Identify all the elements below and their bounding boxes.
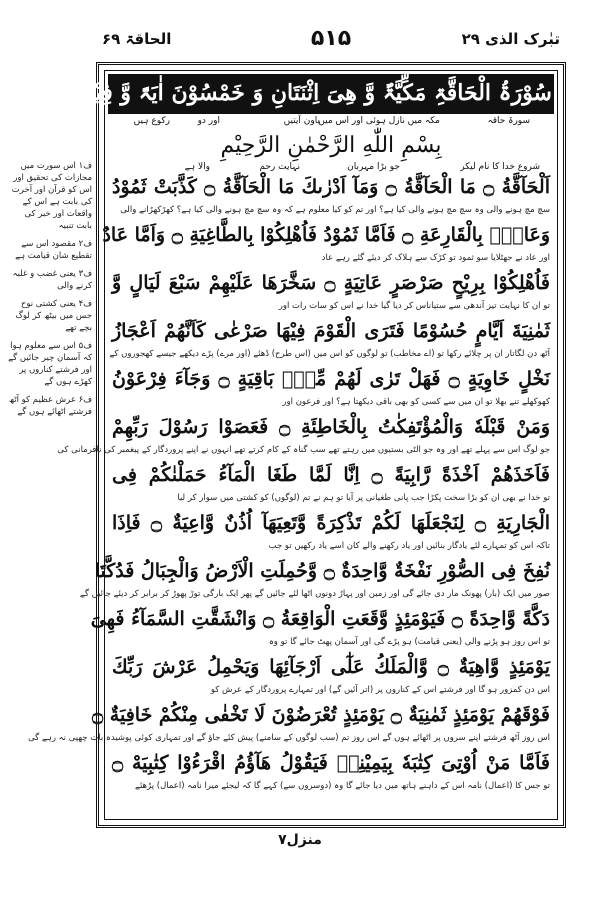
translation-line: اس روز آٹھ فرشتے اپنے سروں پر اٹھائے ہوں گے اس روز تم (سب لوگوں کے سامنے) پیش کئے جاؤ گے اور تمہاری کوئی پوشیدہ بات چھپی نہ رہے گی (28, 733, 550, 743)
bism-trans-d: والا ہے (184, 162, 210, 172)
translation-line: جو لوگ اس سے پہلے تھے اور وہ جو الٹی بستیوں میں رہتے تھے سب گناہ کے کام کرتے تھے انہوں نے اپنے پروردگار کے پیغمبر کی نافرمانی کی (57, 445, 550, 455)
surah-title-text: سُوْرَۃُ الْحَاقَّۃِ مَکِّیَّۃٌ وَّ ھِیَ اِثْنَتَانِ وَ خَمْسُوْنَ اٰیَۃً وَّ فِیْھَا رُکُوْعَانِ (2, 80, 552, 106)
surah-running-title: الحاقۃ ۶۹ (102, 30, 172, 48)
ayah-line: الْجَارِيَةِ ۝ لِنَجْعَلَهَا لَكُمْ تَذْكِرَةً وَّتَعِيَهَآ اُذُنٌ وَّاعِيَةٌ ۝ فَاِذَا (112, 512, 551, 534)
ayah-line: وَعَادٌۢ بِالْقَارِعَةِ ۝ فَاَمَّا ثَمُوْدُ فَاُهْلِكُوْا بِالطَّاغِيَةِ ۝ وَاَمَّا عَادٌ (102, 224, 550, 246)
meta-ruku-and: اور دو (197, 116, 220, 126)
bismillah: بِسْمِ اللّٰهِ الرَّحْمٰنِ الرَّحِيْمِ (220, 133, 442, 158)
bism-trans-c: نہایت رحم (259, 162, 300, 172)
translation-line: اور عاد نے جھٹلایا سو ثمود تو کڑک سے ہلاک کر دیئے گئے رہے عاد (321, 253, 550, 263)
ayah-line: فَاَخَذَهُمْ اَخْذَةً رَّابِيَةً ۝ اِنَّا لَمَّا طَغَا الْمَآءُ حَمَلْنٰكُمْ فِى (112, 464, 550, 486)
surah-meta-translation (112, 116, 550, 134)
meta-surah-label: سورۃ حاقہ (487, 116, 530, 126)
margin-note: ف۲ مقصود اس سے تقطیع شان قیامت ہے (15, 239, 92, 261)
ayah-line: فَاُهْلِكُوْا بِرِيْحٍ صَرْصَرٍ عَاتِيَةٍ ۝ سَخَّرَهَا عَلَيْهِمْ سَبْعَ لَيَالٍ وَّ (112, 272, 551, 294)
ayah-line: دَكَّةً وَّاحِدَةً ۝ فَيَوْمَئِذٍ وَّقَعَتِ الْوَاقِعَةُ ۝ وَانْشَقَّتِ السَّمَآءُ فَهِىَ (90, 608, 550, 630)
margin-note: ف۳ یعنی غضب و غلبہ کرنے والی (12, 269, 92, 291)
bism-trans-b: جو بڑا مہربان (347, 162, 400, 172)
bismillah-translation (112, 162, 550, 176)
ayah-line: يَوْمَئِذٍ وَّاهِيَةٌ ۝ وَّالْمَلَكُ عَلٰٓى اَرْجَآئِهَا وَيَحْمِلُ عَرْشَ رَبِّكَ (112, 656, 550, 678)
manzil-marker: منزل۷ (278, 832, 322, 848)
margin-notes (8, 160, 92, 424)
translation-line: سچ مچ ہونے والی وہ سچ مچ ہونے والی کیا ہے؟ اور تم کو کیا معلوم ہے کہ وہ سچ مچ ہونے والی کیا ہے؟ کھڑکھڑانے والی (120, 205, 550, 215)
ayah-line: وَمَنْ قَبْلَهٗ وَالْمُؤْتَفِكٰتُ بِالْخَاطِئَةِ ۝ فَعَصَوْا رَسُوْلَ رَبِّهِمْ (112, 416, 551, 438)
meta-ruku-count: رکوع ہیں (133, 116, 170, 126)
margin-note: ف۶ عرش عظیم کو آٹھ فرشتے اٹھائے ہوں گے (8, 395, 92, 417)
margin-note: ف۴ یعنی کشتی نوح جس میں بیٹھ کر لوگ بچے تھے (15, 299, 92, 333)
ayah-line: نَخْلٍ خَاوِيَةٍ ۝ فَهَلْ تَرٰى لَهُمْ مِّنْۢ بَاقِيَةٍ ۝ وَجَآءَ فِرْعَوْنُ (112, 368, 551, 390)
translation-line: تو جس کا (اعمال) نامہ اس کے داہنے ہاتھ میں دیا جائے گا وہ (دوسروں سے) کہے گا کہ لیجئے میرا نامہ (اعمال) پڑھئے (135, 781, 550, 791)
translation-line: اس دن کمزور ہو گا اور فرشتے اس کے کناروں پر (اتر آئیں گے) اور تمہارے پروردگار کے عرش کو (210, 685, 550, 695)
translation-line: آٹھ دن لگاتار ان پر چلائے رکھا تو (اے مخاطب) تو لوگوں کو اس میں (اس طرح) ڈھئے (اور مرے) پڑے دیکھے جیسے کھجوروں کے (109, 349, 550, 359)
translation-line: تو ان کا نہایت تیز آندھی سے ستیاناس کر دیا گیا خدا نے اس کو سات رات اور (278, 301, 550, 311)
page-header (96, 26, 566, 54)
ayah-line: فَوْقَهُمْ يَوْمَئِذٍ ثَمٰنِيَةٌ ۝ يَوْمَئِذٍ تُعْرَضُوْنَ لَا تَخْفٰى مِنْكُمْ خَافِيَةٌ ۝ (92, 704, 550, 726)
margin-note: ف۵ اس سے معلوم ہوا کہ آسمان چیر جائیں گے اور فرشتے کناروں پر کھڑے ہوں گے (8, 341, 92, 387)
ayah-line: ثَمٰنِيَةَ اَيَّامٍ حُسُوْمًا فَتَرَى الْقَوْمَ فِيْهَا صَرْعٰى كَاَنَّهُمْ اَعْجَازُ (112, 320, 550, 342)
surah-title-banner (2, 74, 554, 114)
meta-revealed-label: مکہ میں نازل ہوئی اور اس میں (318, 116, 440, 126)
bism-trans-a: شروع خدا کا نام لیکر (460, 162, 540, 172)
ayah-line: فَاَمَّا مَنْ اُوْتِىَ كِتٰبَهٗ بِيَمِيْنِهٖ فَيَقُوْلُ هَآؤُمُ اقْرَءُوْا كِتٰبِيَهْ ۝ (112, 752, 550, 774)
translation-line: صور میں ایک (بار) پھونک مار دی جائے گی اور زمین اور پہاڑ دونوں اٹھا لئے جائیں گے پھر ایک بارگی توڑ پھوڑ کر برابر کر دیئے جائیں گے (79, 589, 550, 599)
meta-ayah-count: باون آیتیں (283, 116, 320, 126)
juz-running-title: تبٰرک الذی ۲۹ (461, 30, 560, 48)
ayah-line: اَلْحَآقَّةُ ۝ مَا الْحَآقَّةُ ۝ وَمَآ اَدْرٰىكَ مَا الْحَآقَّةُ ۝ كَذَّبَتْ ثَمُوْدُ (112, 176, 550, 198)
translation-line: تو خدا نے بھی ان کو بڑا سخت پکڑا جب پانی طغیانی پر آیا تو ہم نے تم (لوگوں) کو کشتی میں سوار کر لیا (177, 493, 550, 503)
ayah-line: نُفِخَ فِى الصُّوْرِ نَفْخَةٌ وَّاحِدَةٌ ۝ وَّحُمِلَتِ الْاَرْضُ وَالْجِبَالُ فَدُكَّتَا (94, 560, 550, 582)
margin-note: ف۱ اس سورت میں مجازات کی تحقیق اور اس کو قرآن اور آخرت کی بابت ہے اس کے واقعات اور خبر کی بابت تنبیہ (11, 161, 92, 231)
translation-line: کھوکھلے تنے بھلا تو ان میں سے کسی کو بھی باقی دیکھتا ہے؟ اور فرعون اور (282, 397, 550, 407)
translation-line: تو اس روز ہو پڑنے والی (یعنی قیامت) ہو پڑے گی اور آسمان پھٹ جائے گا تو وہ (268, 637, 550, 647)
page-number: ۵۱۵ (310, 26, 352, 51)
translation-line: تاکہ اس کو تمہارے لئے یادگار بنائیں اور یاد رکھنے والے کان اسے یاد رکھیں تو جب (268, 541, 550, 551)
